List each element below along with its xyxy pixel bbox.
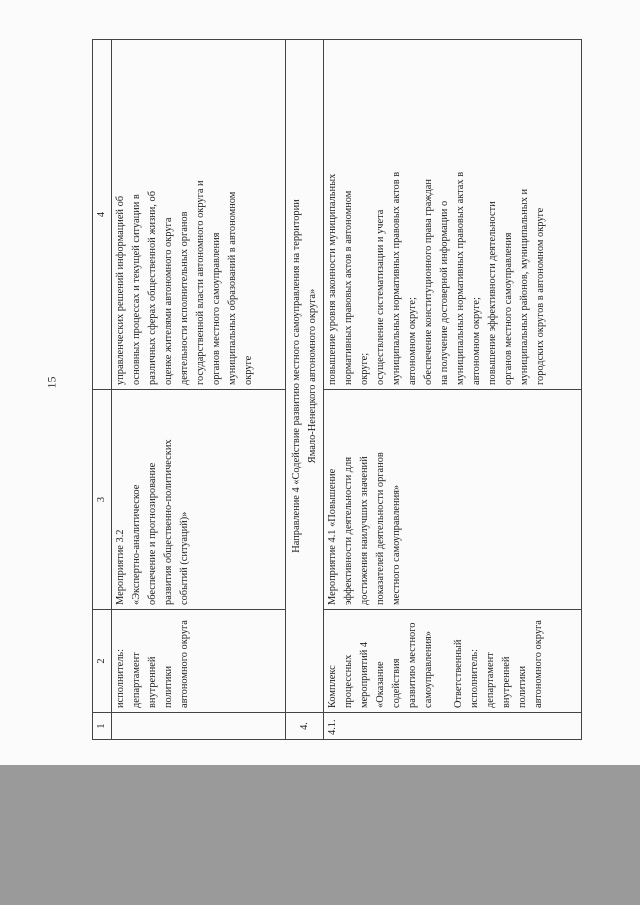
cell-line: обеспечение конституционного права граждан [423, 179, 434, 385]
direction-number: 4. [286, 713, 324, 740]
cell-line: округе; [359, 352, 370, 385]
cell-line: Комплекс процессных [327, 654, 354, 708]
result-cell [112, 40, 286, 390]
executor-cell [112, 610, 286, 713]
header-col-4: 4 [93, 40, 112, 390]
table-row [324, 40, 582, 740]
cell-line: самоуправления» [423, 631, 434, 708]
cell-line: городских округов в автономном округе [535, 207, 546, 385]
cell-line: событий (ситуаций)» [179, 511, 190, 605]
direction-title [286, 40, 324, 713]
direction-title-line: Направление 4 «Содействие развитию местного самоуправления на территории [290, 199, 302, 553]
cell-line: развития общественно-политических [163, 439, 174, 605]
cell-line: основных процессах и текущей ситуации в [131, 194, 142, 385]
rotated-table-wrapper [92, 40, 625, 740]
cell-line: департамент [485, 652, 496, 708]
cell-line: муниципальных нормативных правовых актов в [391, 171, 402, 385]
cell-line: автономного округа [179, 620, 190, 708]
cell-line: органов местного самоуправления [503, 232, 514, 385]
cell-line: автономного округа [533, 620, 544, 708]
header-row [93, 40, 112, 740]
cell-line: эффективности деятельности для [343, 457, 354, 605]
cell-line: Ответственный [453, 639, 464, 708]
header-col-3: 3 [93, 390, 112, 610]
cell-line: автономном округе; [407, 297, 418, 385]
measure-cell [324, 390, 582, 610]
cell-line: округе [243, 355, 254, 385]
cell-line: муниципальных районов, муниципальных и [519, 188, 530, 385]
cell-line: департамент [131, 652, 142, 708]
cell-line: «Экспертно-аналитическое [131, 484, 142, 605]
cell-line: Мероприятие 3.2 [115, 529, 126, 605]
measure-cell [112, 390, 286, 610]
cell-line: управленческих решений информацией об [115, 195, 126, 385]
cell-line: Мероприятие 4.1 «Повышение [327, 468, 338, 605]
cell-line: деятельности исполнительных органов [179, 211, 190, 385]
page-number: 15 [44, 376, 59, 389]
header-col-2: 2 [93, 610, 112, 713]
cell-line: достижения наилучших значений [359, 456, 370, 605]
measures-table [92, 39, 582, 740]
header-col-1: 1 [93, 713, 112, 740]
cell-line: развитию местного [407, 622, 418, 708]
row-number-cell [112, 713, 286, 740]
cell-line: исполнитель: [469, 648, 480, 708]
cell-line: внутренней политики [501, 656, 528, 708]
cell-line: повышение эффективности деятельности [487, 201, 498, 385]
cell-line: государственной власти автономного округа и [195, 180, 206, 385]
result-cell [324, 40, 582, 390]
cell-line: оценке жителями автономного округа [163, 217, 174, 385]
cell-gap [437, 614, 451, 708]
row-number-cell: 4.1. [324, 713, 582, 740]
cell-line: обеспечение и прогнозирование [147, 462, 158, 605]
cell-line: мероприятий 4 [359, 641, 370, 708]
cell-line: органов местного самоуправления [211, 232, 222, 385]
cell-line: повышение уровня законности муниципальных [327, 173, 338, 385]
executor-cell [324, 610, 582, 713]
cell-line: осуществление систематизации и учета [375, 209, 386, 385]
cell-line: различных сферах общественной жизни, об [147, 191, 158, 385]
cell-line: на получение достоверной информации о [439, 200, 450, 385]
cell-line: «Оказание содействия [375, 658, 402, 708]
cell-line: местного самоуправления» [391, 484, 402, 605]
table-row [112, 40, 286, 740]
cell-line: внутренней политики [147, 656, 174, 708]
direction-title-line: Ямало-Ненецкого автономного округа» [306, 288, 318, 464]
cell-line: показателей деятельности органов [375, 452, 386, 605]
cell-line: муниципальных образований в автономном [227, 191, 238, 385]
direction-row [286, 40, 324, 740]
cell-line: муниципальных нормативных правовых актах в [455, 171, 466, 385]
cell-line: автономном округе; [471, 297, 482, 385]
cell-line: исполнитель: [115, 648, 126, 708]
cell-line: нормативных правовых актов в автономном [343, 190, 354, 385]
